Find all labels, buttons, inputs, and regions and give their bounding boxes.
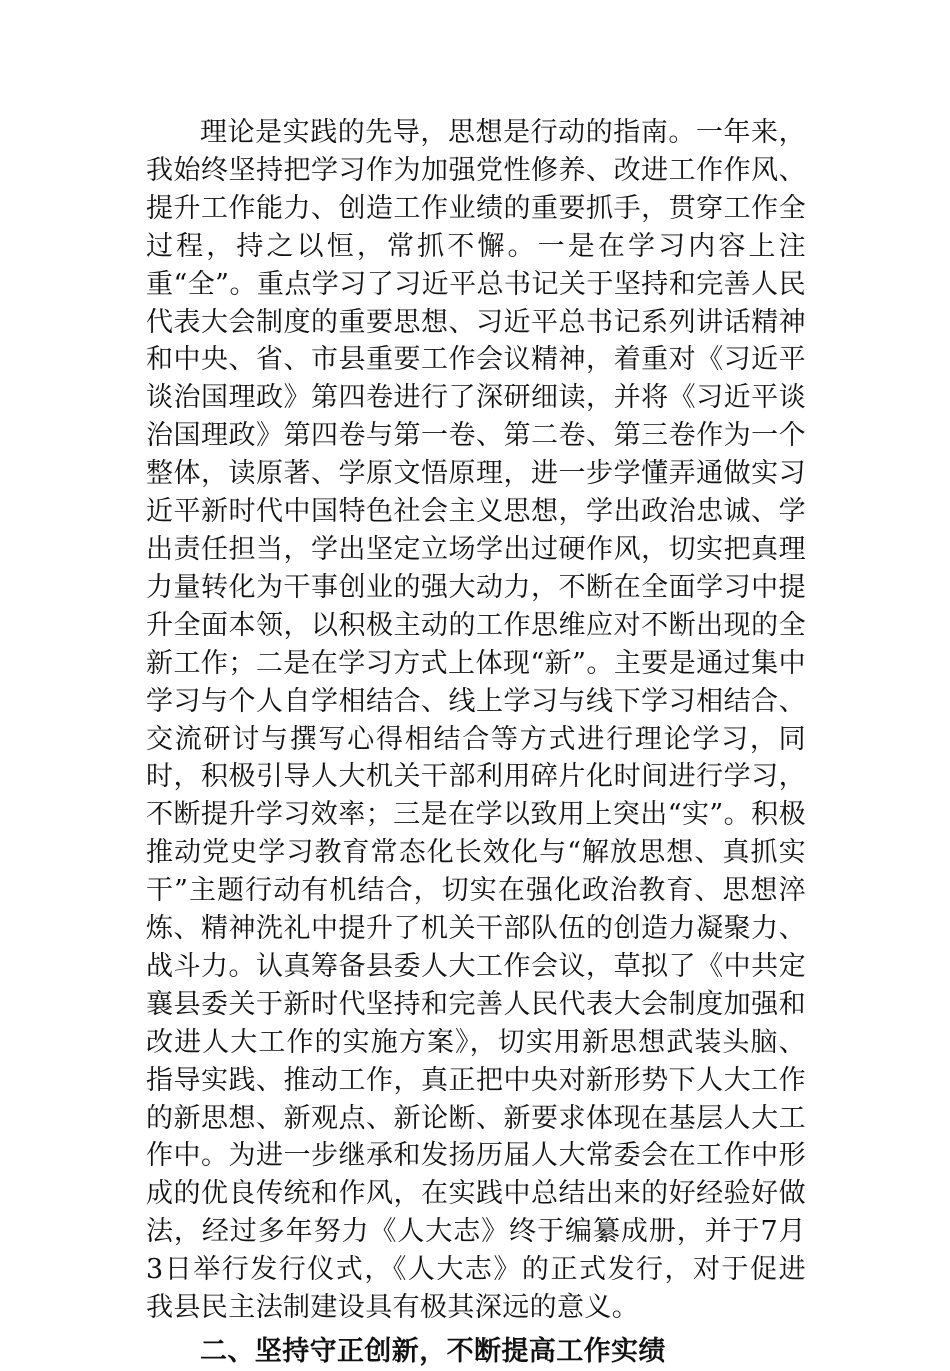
section-heading: 二、坚持守正创新，不断提高工作实绩 [200,1336,666,1367]
body-paragraph: 理论是实践的先导，思想是行动的指南。一年来，我始终坚持把学习作为加强党性修养、改进工作作风、提升工作能力、创造工作业绩的重要抓手，贯穿工作全过程，持之以恒，常抓不懈。一是在学习内容上注重“全”。重点学习了习近平总书记关于坚持和完善人民代表大会制度的重要思想、习近平总书记系列讲话精神和中央、省、市县重要工作会议精神，着重对《习近平谈治国理政》第四卷进行了深研细读，并将《习近平谈治国理政》第四卷与第一卷、第二卷、第三卷作为一个整体，读原著、学原文悟原理，进一步学懂弄通做实习近平新时代中国特色社会主义思想，学出政治忠诚、学出责任担当，学出坚定立场学出过硬作风，切实把真理力量转化为干事创业的强大动力，不断在全面学习中提升全面本领，以积极主动的工作思维应对不断出现的全新工作；二是在学习方式上体现“新”。主要是通过集中学习与个人自学相结合、线上学习与线下学习相结合、交流研讨与撰写心得相结合等方式进行理论学习，同时，积极引导人大机关干部利用碎片化时间进行学习，不断提升学习效率；三是在学以致用上突出“实”。积极推动党史学习教育常态化长效化与“解放思想、真抓实干”主题行动有机结合，切实在强化政治教育、思想淬炼、精神洗礼中提升了机关干部队伍的创造力凝聚力、战斗力。认真筹备县委人大工作会议，草拟了《中共定襄县委关于新时代坚持和完善人民代表大会制度加强和改进人大工作的实施方案》，切实用新思想武装头脑、指导实践、推动工作，真正把中央对新形势下人大工作的新思想、新观点、新论断、新要求体现在基层人大工作中。为进一步继承和发扬历届人大常委会在工作中形成的优良传统和作风，在实践中总结出来的好经验好做法，经过多年努力《人大志》终于编纂成册，并于7月3日举行发行仪式，《人大志》的正式发行，对于促进我县民主法制建设具有极其深远的意义。 [146,117,806,1324]
document-page [146,114,806,1371]
